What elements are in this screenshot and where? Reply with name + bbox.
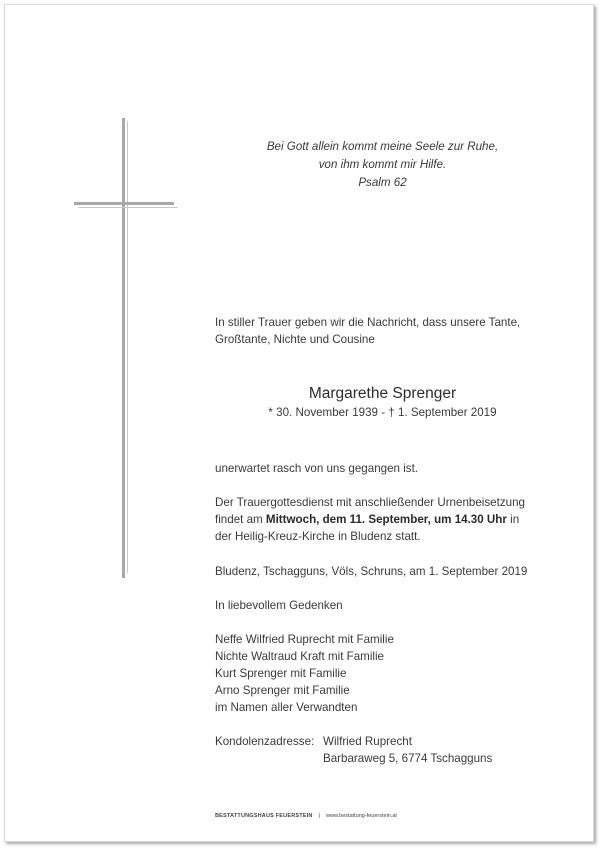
psalm-reference: Psalm 62 bbox=[358, 176, 407, 189]
service-line-1: Der Trauergottesdienst mit anschließender Urnenbeisetzung bbox=[215, 496, 525, 509]
memory-text: In liebevollem Gedenken bbox=[215, 599, 343, 612]
service-line-2 bbox=[215, 511, 519, 528]
condolence-name: Wilfried Ruprecht bbox=[323, 735, 412, 748]
psalm-line-2: von ihm kommt mir Hilfe. bbox=[318, 158, 447, 171]
cross-horizontal-shadow bbox=[78, 207, 178, 208]
deceased-dates: * 30. November 1939 - † 1. September 2019 bbox=[268, 406, 497, 419]
psalm-quote bbox=[205, 138, 560, 192]
passing-text: unerwartet rasch von uns gegangen ist. bbox=[215, 462, 419, 475]
condolence-label: Kondolenzadresse: bbox=[215, 735, 315, 748]
mourner-2: Nichte Waltraud Kraft mit Familie bbox=[215, 650, 385, 663]
cross-horizontal-bar bbox=[74, 202, 174, 205]
service-line-3: der Heilig-Kreuz-Kirche in Bludenz statt. bbox=[215, 530, 421, 543]
psalm-line-1: Bei Gott allein kommt meine Seele zur Ruhe, bbox=[266, 140, 499, 153]
footer-brand: BESTATTUNGSHAUS FEUERSTEIN bbox=[215, 813, 313, 819]
deceased-name: Margarethe Sprenger bbox=[308, 385, 457, 402]
obituary-page bbox=[4, 4, 594, 842]
mourner-1: Neffe Wilfried Ruprecht mit Familie bbox=[215, 633, 394, 646]
mourner-3: Kurt Sprenger mit Familie bbox=[215, 667, 347, 680]
place-date: Bludenz, Tschagguns, Völs, Schruns, am 1. September 2019 bbox=[215, 565, 528, 578]
service-line-2-post: in bbox=[506, 513, 520, 526]
service-date-time: Mittwoch, dem 11. September, um 14.30 Uhr bbox=[265, 513, 507, 526]
intro-line-1: In stiller Trauer geben wir die Nachricht, dass unsere Tante, bbox=[215, 316, 521, 329]
footer-separator: | bbox=[318, 813, 321, 819]
cross-vertical-bar bbox=[122, 118, 125, 578]
intro-line-2: Großtante, Nichte und Cousine bbox=[215, 333, 375, 346]
mourner-4: Arno Sprenger mit Familie bbox=[215, 684, 350, 697]
service-line-2-pre: findet am bbox=[215, 513, 266, 526]
cross-vertical-shadow bbox=[127, 121, 128, 573]
footer bbox=[215, 813, 397, 819]
mourner-5: im Namen aller Verwandten bbox=[215, 701, 358, 714]
footer-url: www.bestattung-feuerstein.at bbox=[326, 813, 397, 819]
condolence-address: Barbaraweg 5, 6774 Tschagguns bbox=[323, 752, 493, 765]
